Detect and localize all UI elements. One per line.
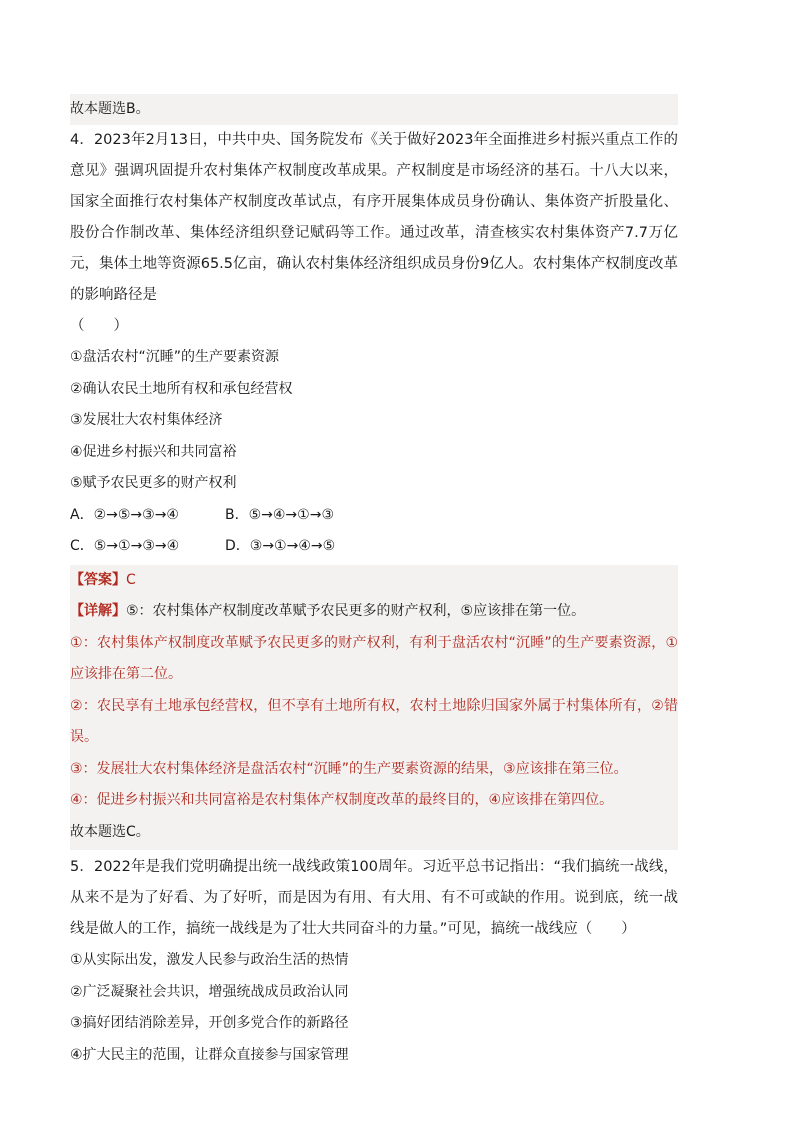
- answer-value: C: [126, 571, 136, 588]
- option-3: ③发展壮大农村集体经济: [70, 412, 223, 428]
- choice-c: C．⑤→①→③→④: [70, 538, 180, 554]
- choice-b: B．⑤→④→①→③: [225, 506, 334, 523]
- question-4-blank: （ ）: [70, 318, 128, 334]
- q5-option-4: ④扩大民主的范围，让群众直接参与国家管理: [70, 1046, 349, 1063]
- q5-option-2: ②广泛凝聚社会共识，增强统战成员政治认同: [70, 983, 349, 1000]
- answer-block: [70, 565, 678, 851]
- document-page: [70, 94, 678, 1071]
- q5-option-3: ③搞好团结消除差异，开创多党合作的新路径: [70, 1015, 349, 1031]
- detail-2: ②：农民享有土地承包经营权，但不享有土地所有权，农村土地除归国家外属于村集体所有，②错误。: [70, 697, 678, 745]
- question-5-stem: 5．2022年是我们党明确提出统一战线政策100周年。习近平总书记指出：“我们搞统一战线，从来不是为了好看、为了好听，而是因为有用、有大用、有不可或缺的作用。说到底，统一战线是做人的工作，搞统一战线是为了壮大共同奋斗的力量。”可见，搞统一战线应（ ）: [70, 859, 678, 937]
- question-4-conclusion: 故本题选C。: [70, 823, 150, 840]
- previous-answer-shade: [70, 94, 678, 125]
- question-4: [70, 125, 678, 850]
- detail-4: ④：促进乡村振兴和共同富裕是农村集体产权制度改革的最终目的，④应该排在第四位。: [70, 792, 614, 808]
- detail-tag: 【详解】: [70, 603, 126, 619]
- option-2: ②确认农民土地所有权和承包经营权: [70, 380, 293, 397]
- option-4: ④促进乡村振兴和共同富裕: [70, 443, 237, 460]
- option-5: ⑤赋予农民更多的财产权利: [70, 475, 237, 491]
- detail-first: ⑤：农村集体产权制度改革赋予农民更多的财产权利，⑤应该排在第一位。: [126, 603, 586, 619]
- choice-d: D．③→①→④→⑤: [225, 538, 336, 554]
- question-4-stem: 4．2023年2月13日，中共中央、国务院发布《关于做好2023年全面推进乡村振兴重点工作的意见》强调巩固提升农村集体产权制度改革成果。产权制度是市场经济的基石。十八大以来，国家全面推行农村集体产权制度改革试点，有序开展集体成员身份确认、集体资产折股量化、股份合作制改革、集体经济组织登记赋码等工作。通过改革，清查核实农村集体资产7.7万亿元，集体土地等资源65.5亿亩，确认农村集体经济组织成员身份9亿人。农村集体产权制度改革的影响路径是: [70, 132, 678, 303]
- choice-a: A．②→⑤→③→④: [70, 506, 179, 523]
- previous-conclusion: 故本题选B。: [70, 101, 150, 117]
- answer-tag: 【答案】: [70, 571, 126, 588]
- answer-line: [70, 565, 678, 597]
- q5-option-1: ①从实际出发，激发人民参与政治生活的热情: [70, 952, 349, 968]
- detail-line-first: [70, 596, 678, 628]
- choice-row-cd: [70, 531, 678, 563]
- choice-row-ab: [70, 500, 678, 532]
- question-5: [70, 852, 678, 1071]
- detail-3: ③：发展壮大农村集体经济是盘活农村“沉睡”的生产要素资源的结果，③应该排在第三位。: [70, 760, 628, 777]
- detail-1: ①：农村集体产权制度改革赋予农民更多的财产权利，有利于盘活农村“沉睡”的生产要素资源，①应该排在第二位。: [70, 634, 678, 682]
- option-1: ①盘活农村“沉睡”的生产要素资源: [70, 349, 280, 365]
